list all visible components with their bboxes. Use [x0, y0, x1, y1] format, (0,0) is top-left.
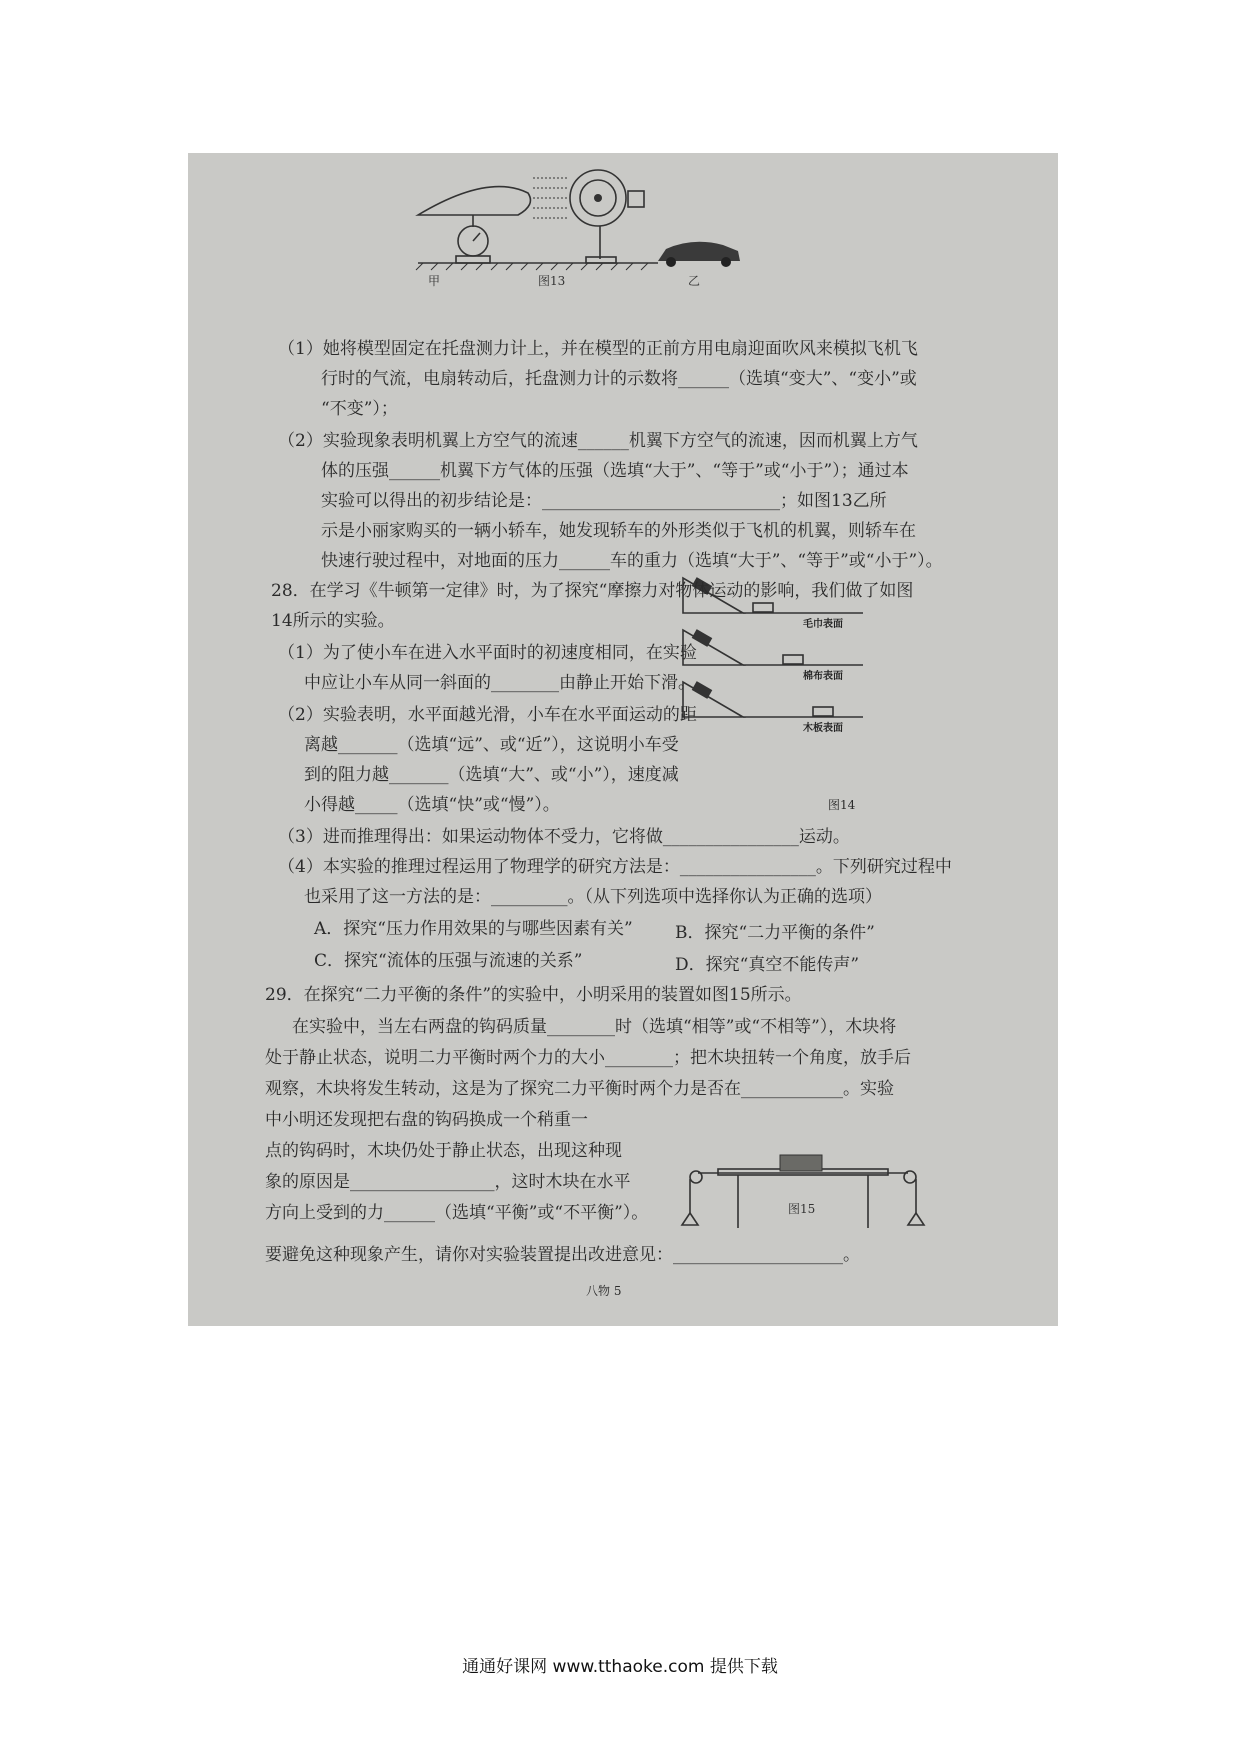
- text-line: 要避免这种现象产生，请你对实验装置提出改进意见：____________________。: [265, 1245, 860, 1265]
- text-line: （1）为了使小车在进入水平面时的初速度相同，在实验: [278, 643, 697, 663]
- text-line: （1）她将模型固定在托盘测力计上，并在模型的正前方用电扇迎面吹风来模拟飞机飞: [278, 339, 918, 359]
- question-28: 28．在学习《牛顿第一定律》时，为了探究“摩擦力对物体运动的影响，我们做了如图: [271, 581, 914, 601]
- fig13-label: 图13: [538, 274, 566, 288]
- text-line: 实验可以得出的初步结论是：____________________________；如图13乙所: [321, 491, 887, 511]
- text-line: 行时的气流，电扇转动后，托盘测力计的示数将______（选填“变大”、“变小”或: [321, 369, 917, 389]
- text-line: 体的压强______机翼下方气体的压强（选填“大于”、“等于”或“小于”）；通过本: [321, 461, 909, 481]
- text-line: 小得越_____（选填“快”或“慢”）。: [304, 795, 560, 815]
- exam-page-photo: [188, 153, 1058, 1326]
- text-line: 点的钩码时，木块仍处于静止状态，出现这种现: [265, 1141, 622, 1161]
- option-c: C．探究“流体的压强与流速的关系”: [314, 951, 583, 971]
- footer-credit: 通通好课网 www.tthaoke.com 提供下载: [462, 1657, 778, 1677]
- page-number: 八物 5: [586, 1284, 622, 1298]
- surface-label: 棉布表面: [803, 671, 843, 682]
- text-line: “不变”）；: [321, 399, 398, 419]
- option-b: B．探究“二力平衡的条件”: [675, 923, 875, 943]
- option-a: A．探究“压力作用效果的与哪些因素有关”: [314, 919, 633, 939]
- figure-13: [188, 153, 1058, 293]
- text-line: 中小明还发现把右盘的钩码换成一个稍重一: [265, 1110, 588, 1130]
- text-line: （2）实验表明，水平面越光滑，小车在水平面运动的距: [278, 705, 697, 725]
- surface-label: 木板表面: [803, 723, 843, 734]
- text-line: （3）进而推理得出：如果运动物体不受力，它将做________________运动。: [278, 827, 850, 847]
- option-d: D．探究“真空不能传声”: [675, 955, 860, 975]
- fig13-jia-label: 甲: [428, 274, 441, 288]
- text-line: 也采用了这一方法的是：_________。（从下列选项中选择你认为正确的选项）: [304, 887, 882, 907]
- text-line: 到的阻力越_______（选填“大”、或“小”），速度减: [304, 765, 679, 785]
- figure-15: [678, 1153, 928, 1243]
- text-line: （4）本实验的推理过程运用了物理学的研究方法是：________________。下列研究过程中: [278, 857, 952, 877]
- text-line: 象的原因是_________________，这时木块在水平: [265, 1172, 631, 1192]
- question-29: 29．在探究“二力平衡的条件”的实验中，小明采用的装置如图15所示。: [265, 985, 802, 1005]
- text-line: 离越_______（选填“远”、或“近”），这说明小车受: [304, 735, 679, 755]
- text-line: （2）实验现象表明机翼上方空气的流速______机翼下方空气的流速，因而机翼上方气: [278, 431, 918, 451]
- fig14-label: 图14: [828, 798, 856, 812]
- text-line: 14所示的实验。: [271, 611, 395, 631]
- text-line: 示是小丽家购买的一辆小轿车，她发现轿车的外形类似于飞机的机翼，则轿车在: [321, 521, 916, 541]
- fig13-yi-label: 乙: [688, 274, 701, 288]
- fig15-label: 图15: [788, 1202, 816, 1216]
- text-line: 中应让小车从同一斜面的________由静止开始下滑。: [304, 673, 695, 693]
- text-line: 处于静止状态，说明二力平衡时两个力的大小________；把木块扭转一个角度，放手后: [265, 1048, 911, 1068]
- surface-label: 毛巾表面: [803, 619, 843, 630]
- text-line: 快速行驶过程中，对地面的压力______车的重力（选填“大于”、“等于”或“小于”）。: [321, 551, 943, 571]
- text-line: 方向上受到的力______（选填“平衡”或“不平衡”）。: [265, 1203, 649, 1223]
- text-line: 在实验中，当左右两盘的钩码质量________时（选填“相等”或“不相等”），木块将: [292, 1017, 897, 1037]
- text-line: 观察，木块将发生转动，这是为了探究二力平衡时两个力是否在____________。实验: [265, 1079, 894, 1099]
